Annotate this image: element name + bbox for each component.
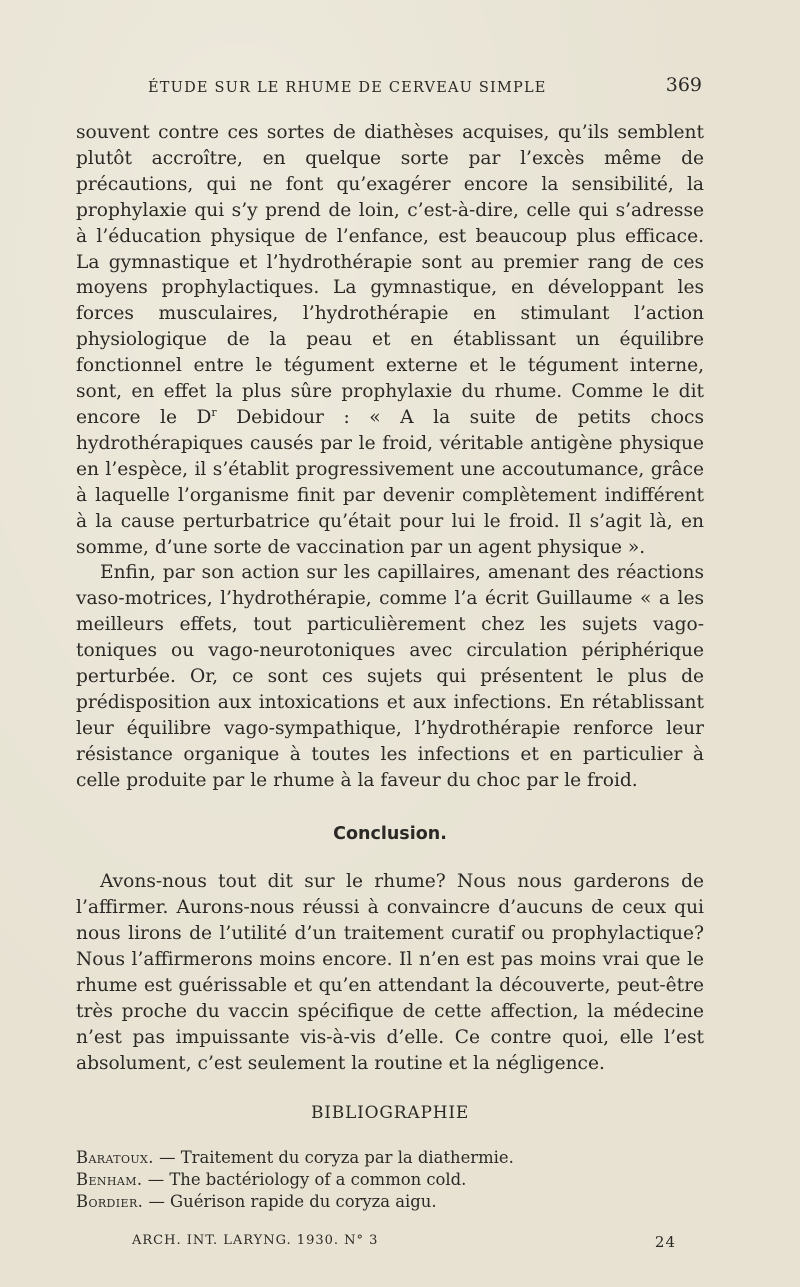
paragraph-prophylaxis-quote: Debidour : « A la suite de petits chocs hydrothérapiques causés par le froid, véritable antigène physique en l’espèce, il s’établit progressivement une accoutumance, grâce à laquelle l’organisme finit par devenir complètement indifférent à la cause perturbatrice qu’était pour lui le froid. Il s’agit là, en somme, d’une sorte de vaccination par un agent physique ». [76,406,704,558]
bibliography-author: Baratoux. [76,1147,154,1167]
body-text [76,120,704,1213]
bibliography-title: — Traitement du coryza par la diathermie. [153,1147,514,1167]
paragraph-hydrotherapy: Enfin, par son action sur les capillaires, amenant des réactions vaso-motrices, l’hydrothérapie, comme l’a écrit Guillaume « a les meilleurs effets, tout particulièrement chez les sujets vago-toniques ou vago-neurotoniques avec circulation périphérique perturbée. Or, ce sont ces sujets qui présentent le plus de prédisposition aux intoxications et aux infections. En rétablissant leur équilibre vago-sympathique, l’hydrothérapie renforce leur résistance organique à toutes les infections et en particulier à celle produite par le rhume à la faveur du choc par le froid. [76,562,704,791]
conclusion-heading: Conclusion. [333,823,447,844]
running-title: ÉTUDE SUR LE RHUME DE CERVEAU SIMPLE [148,80,547,96]
bibliography-list [76,1147,704,1213]
running-head [76,74,704,104]
bibliography-entry [76,1191,704,1213]
bibliography-author: Bordier. [76,1191,144,1211]
doctor-abbrev-superscript: r [211,405,217,419]
bibliography-author: Benham. [76,1169,143,1189]
bibliography-heading: BIBLIOGRAPHIE [310,1102,470,1123]
bibliography-entry [76,1147,704,1169]
bibliography-entry [76,1169,704,1191]
doctor-abbrev: D [196,406,212,428]
paragraph-prophylaxis-text: souvent contre ces sortes de diathèses acquises, qu’ils semblent plutôt accroître, en quelque sorte par l’excès même de précautions, qui ne font qu’exagérer encore la sensibilité, la prophylaxie qui s’y prend de loin, c’est-à-dire, celle qui s’adresse à l’éducation physique de l’enfance, est beaucoup plus efficace. La gymnastique et l’hydrothérapie sont au premier rang de ces moyens prophylactiques. La gymnastique, en développant les forces musculaires, l’hydrothérapie en stimulant l’action physiologique de la peau et en établissant un équilibre fonctionnel entre le tégument externe et le tégument interne, sont, en effet la plus sûre prophylaxie du rhume. Comme le dit encore le [76,122,704,428]
paragraph-conclusion: Avons-nous tout dit sur le rhume? Nous nous garderons de l’affirmer. Aurons-nous réussi à convaincre d’aucuns de ceux qui nous lirons de l’utilité d’un traitement curatif ou prophylactique? Nous l’affirmerons moins encore. Il n’en est pas moins vrai que le rhume est guérissable et qu’en attendant la découverte, peut-être très proche du vaccin spécifique de cette affection, la médecine n’est pas impuissante vis-à-vis d’elle. Ce contre quoi, elle l’est absolument, c’est seulement la routine et la négligence. [76,871,704,1074]
bibliography-title: — The bactériology of a common cold. [142,1169,467,1189]
bibliography-title: — Guérison rapide du coryza aigu. [143,1191,437,1211]
page-number: 369 [665,74,702,96]
signature-mark: 24 [654,1232,676,1251]
paragraph-prophylaxis [76,120,704,560]
journal-reference: ARCH. INT. LARYNG. 1930. N° 3 [132,1232,379,1248]
page-footer [76,1233,704,1255]
